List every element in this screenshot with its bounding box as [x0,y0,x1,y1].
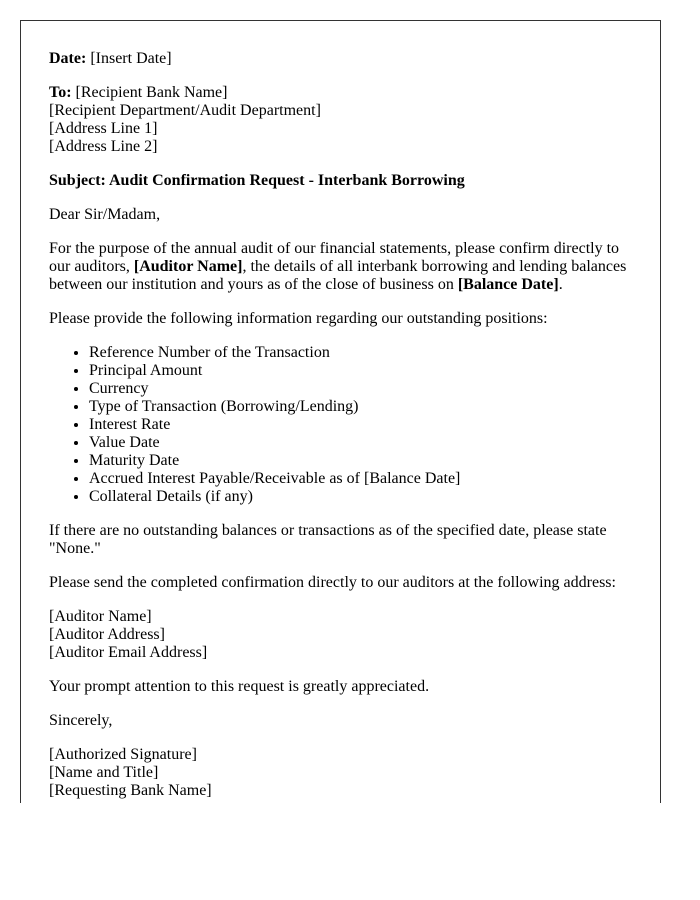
information-list [49,344,632,506]
list-item: • Accrued Interest Payable/Receivable as of [Balance Date] [89,470,632,488]
subject-line: Subject: Audit Confirmation Request - Interbank Borrowing [49,172,465,189]
thanks-line: Your prompt attention to this request is greatly appreciated. [49,678,430,695]
list-item: • Interest Rate [89,416,632,434]
auditor-address: [Auditor Name] [Auditor Address] [Auditor Email Address] [49,608,208,661]
list-item: • Type of Transaction (Borrowing/Lending) [89,398,632,416]
list-item: • Reference Number of the Transaction [89,344,632,362]
list-item: • Value Date [89,434,632,452]
closing: Sincerely, [49,712,113,729]
list-item: • Maturity Date [89,452,632,470]
send-note: Please send the completed confirmation directly to our auditors at the following address: [49,574,616,591]
request-paragraph: Please provide the following information regarding our outstanding positions: [49,310,548,327]
date-line: Date: [Insert Date] [49,50,172,67]
recipient-address: To: [Recipient Bank Name] [Recipient Department/Audit Department] [Address Line 1] [Address Line 2] [49,84,321,155]
salutation: Dear Sir/Madam, [49,206,161,223]
signature-block: [Authorized Signature] [Name and Title] [Requesting Bank Name] [49,746,212,799]
list-item: • Currency [89,380,632,398]
intro-paragraph: For the purpose of the annual audit of our financial statements, please confirm directly to our auditors, [Auditor Name], the details of all interbank borrowing and lending balances between our institution and yours as of the close of business on [Balance Date]. [49,240,627,293]
list-item: • Principal Amount [89,362,632,380]
list-item: • Collateral Details (if any) [89,488,632,506]
none-note: If there are no outstanding balances or transactions as of the specified date, please state "None." [49,522,607,557]
letter [20,20,661,803]
